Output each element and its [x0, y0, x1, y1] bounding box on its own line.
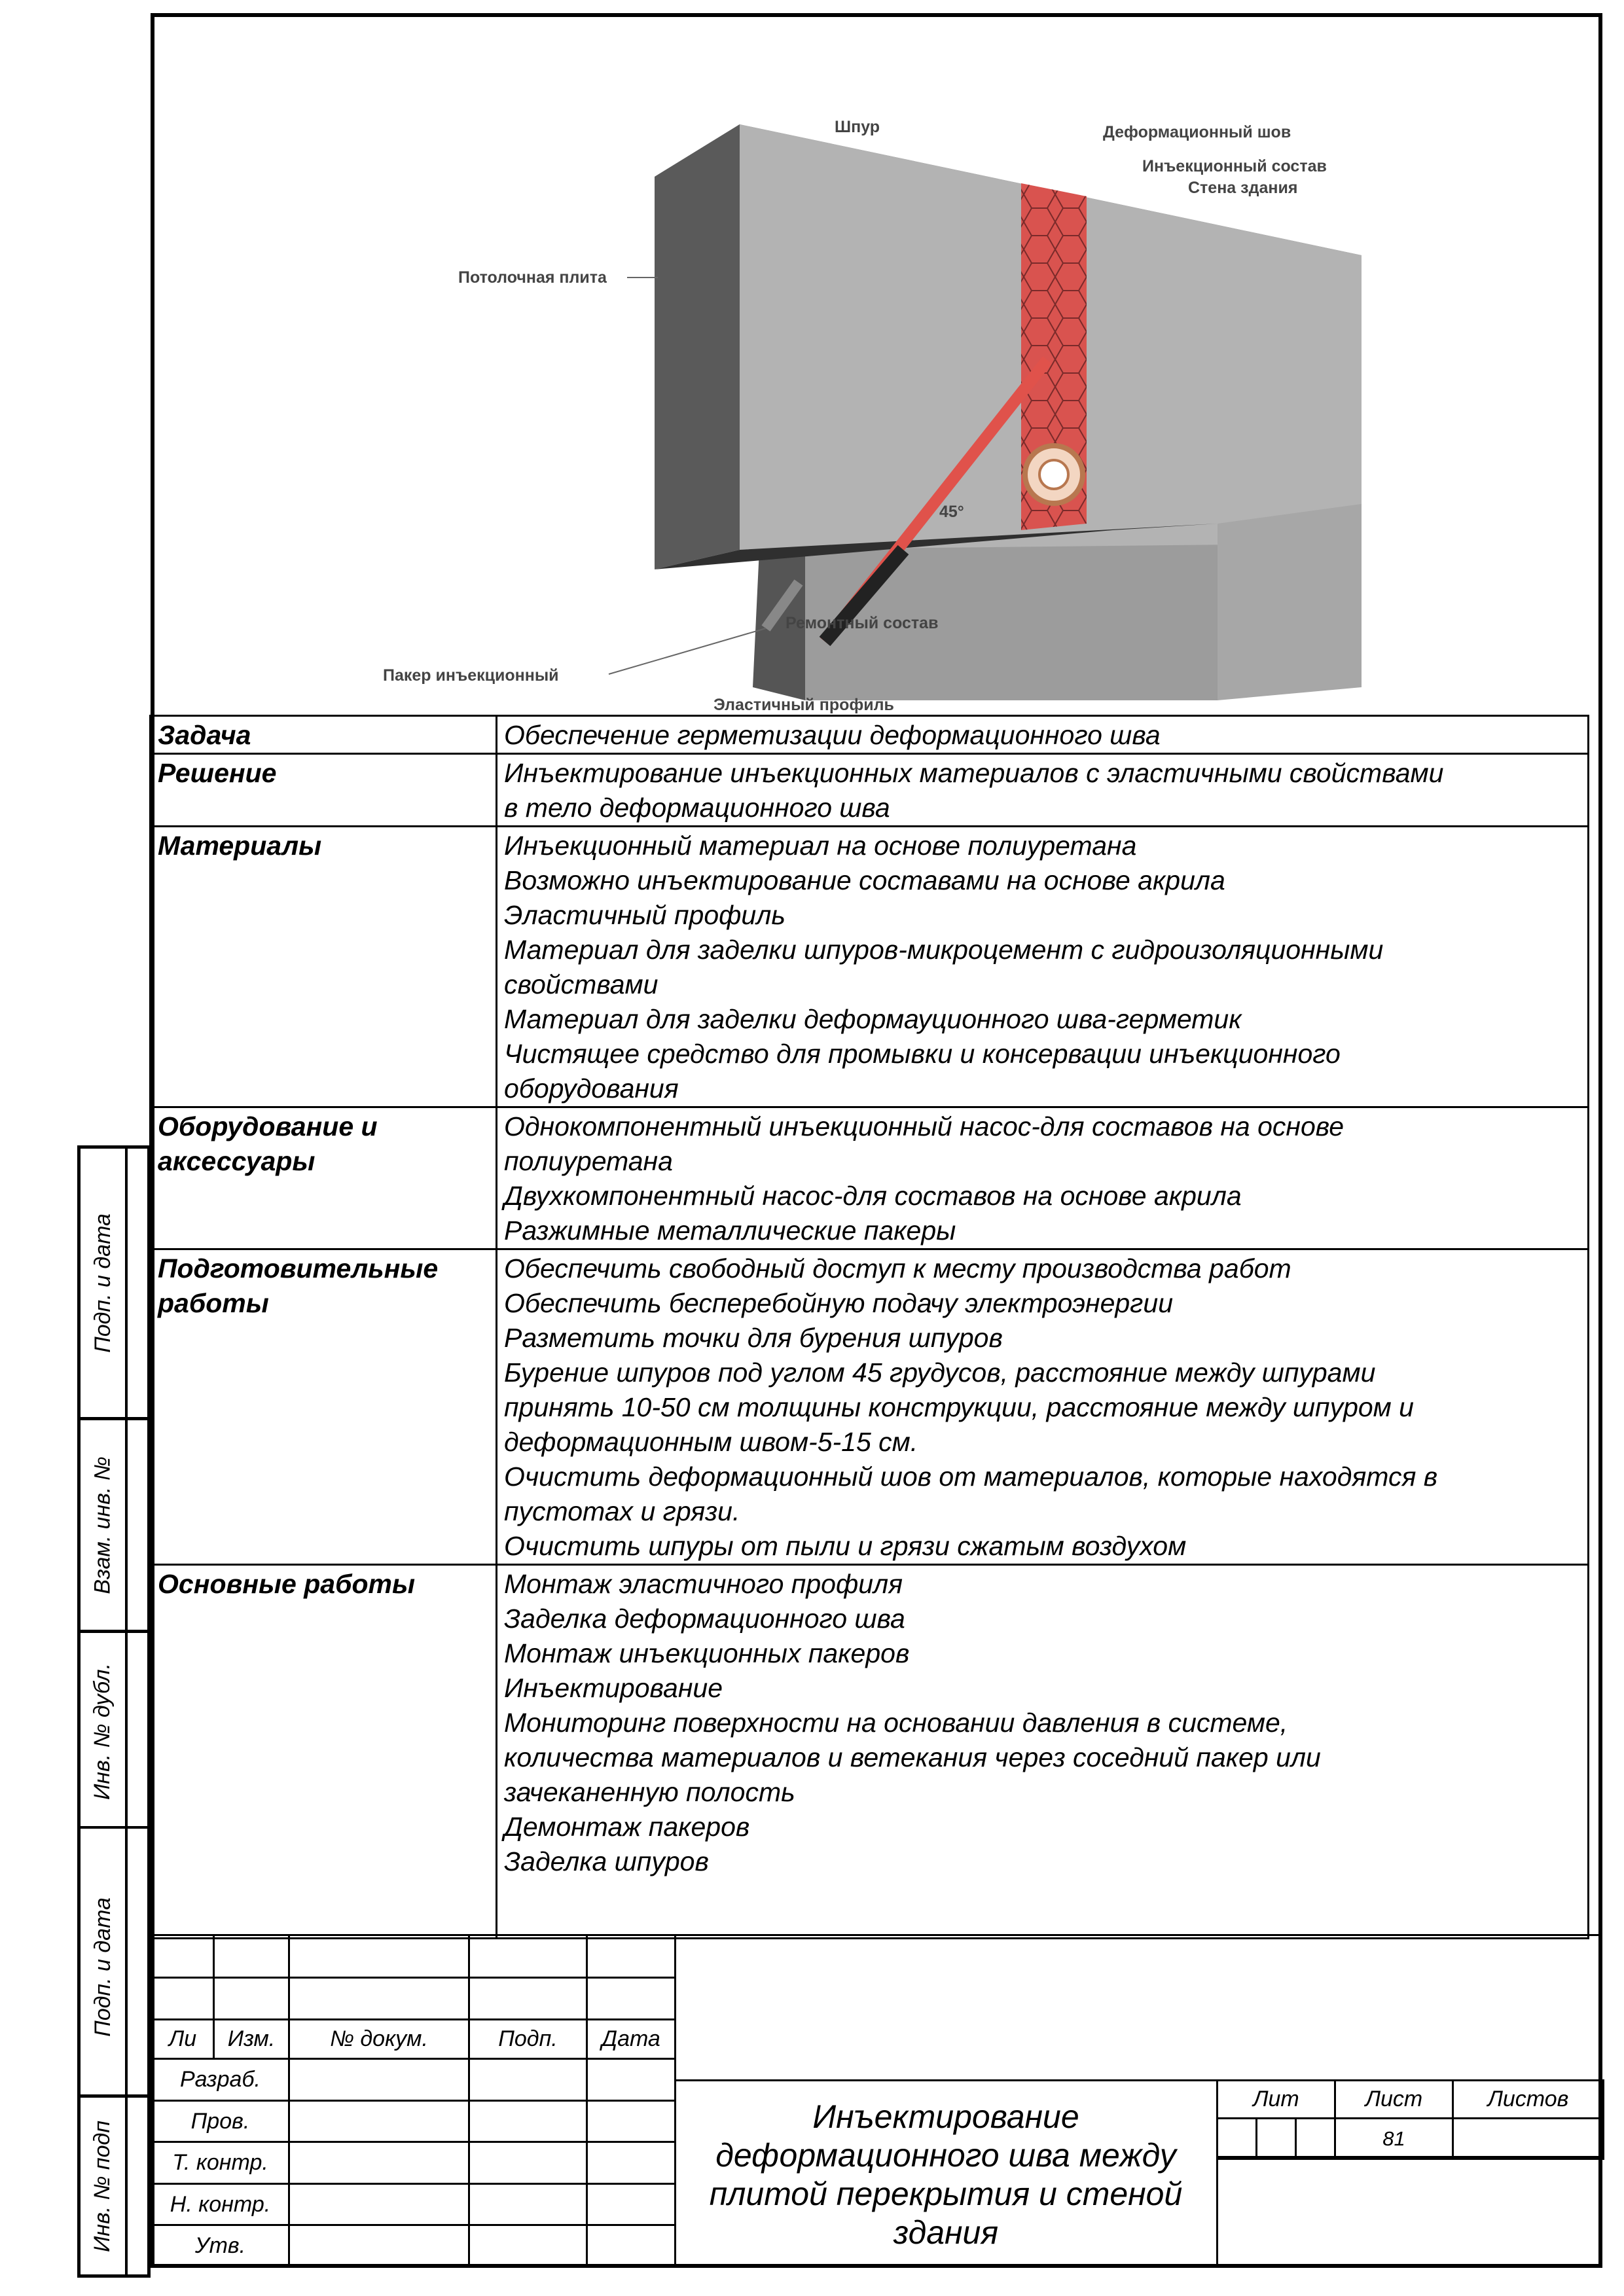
- label-building-wall: Стена здания: [1188, 179, 1298, 197]
- row-value-line: количества материалов и ветекания через соседний пакер или: [504, 1742, 1321, 1772]
- header-podp: Подп.: [469, 2020, 587, 2059]
- task-row: [151, 827, 1589, 1107]
- row-value: [497, 1249, 1589, 1565]
- task-row: [151, 1107, 1589, 1249]
- side-label: Подп. и дата: [90, 1213, 115, 1353]
- row-value-line: Эластичный профиль: [504, 900, 785, 930]
- row-value-line: Двухкомпонентный насос-для составов на основе акрила: [504, 1181, 1242, 1211]
- row-value-line: деформационным швом-5-15 см.: [504, 1427, 918, 1457]
- row-value-line: Заделка деформационного шва: [504, 1604, 905, 1634]
- row-value-line: Материал для заделки деформауционного шва-герметик: [504, 1004, 1242, 1034]
- row-value-line: Однокомпонентный инъекционный насос-для составов на основе: [504, 1111, 1344, 1141]
- side-label: Подп. и дата: [90, 1897, 115, 2037]
- designation-field: [674, 1934, 1602, 2081]
- row-value-line: Инъектирование инъекционных материалов с эластичными свойствами: [504, 758, 1444, 788]
- side-label: Взам. инв. №: [90, 1456, 115, 1594]
- row-value-line: пустотах и грязи.: [504, 1496, 740, 1526]
- row-value-line: оборудования: [504, 1073, 679, 1103]
- slab-side-face: [655, 124, 740, 569]
- row-value: [497, 1107, 1589, 1249]
- side-cell-lower: [77, 1630, 151, 2278]
- lit-header: Лит: [1218, 2081, 1335, 2119]
- row-value-line: Демонтаж пакеров: [504, 1812, 750, 1842]
- side-stamp-strip: [77, 1145, 151, 2271]
- listov-header: Листов: [1453, 2081, 1604, 2119]
- sheet-info-table: [1216, 2079, 1604, 2160]
- row-value-line: Возможно инъектирование составами на основе акрила: [504, 865, 1225, 895]
- angle-label: 45°: [939, 503, 964, 521]
- header-izm: Изм.: [214, 2020, 289, 2059]
- wall-right-face: [1218, 504, 1362, 700]
- row-key: Основные работы: [151, 1565, 497, 1939]
- row-value-line: в тело деформационного шва: [504, 793, 890, 823]
- row-key: Задача: [151, 716, 497, 754]
- row-value: [497, 754, 1589, 827]
- label-shpur: Шпур: [835, 118, 880, 136]
- revision-table: [151, 1934, 676, 2268]
- row-value-line: зачеканенную полость: [504, 1777, 795, 1807]
- row-value-line: Материал для заделки шпуров-микроцемент с гидроизоляционными: [504, 935, 1384, 965]
- row-value-line: полиуретана: [504, 1146, 673, 1176]
- header-li: Ли: [152, 2020, 214, 2059]
- row-value-line: Разжимные металлические пакеры: [504, 1215, 956, 1246]
- row-value: [497, 827, 1589, 1107]
- task-row: [151, 1565, 1589, 1939]
- row-value-line: Инъектирование: [504, 1673, 723, 1703]
- role-razrab: Разраб.: [152, 2059, 289, 2101]
- label-ceiling-slab: Потолочная плита: [458, 268, 607, 287]
- task-row: [151, 716, 1589, 754]
- label-repair-compound: Ремонтный состав: [785, 614, 939, 632]
- row-key: Подготовительные работы: [151, 1249, 497, 1565]
- row-key: Оборудование и аксессуары: [151, 1107, 497, 1249]
- row-value-line: принять 10-50 см толщины конструкции, расстояние между шпуром и: [504, 1392, 1414, 1422]
- side-label: Инв. № подп: [90, 2120, 115, 2252]
- label-injection-compound: Инъекционный состав: [1142, 157, 1327, 175]
- row-value-line: Очистить деформационный шов от материалов, которые находятся в: [504, 1462, 1438, 1492]
- row-value-line: свойствами: [504, 969, 659, 999]
- row-value-line: Обеспечить бесперебойную подачу электроэнергии: [504, 1288, 1173, 1318]
- label-packer: Пакер инъекционный: [383, 666, 559, 685]
- row-value-line: Бурение шпуров под углом 45 грудусов, расстояние между шпурами: [504, 1357, 1376, 1388]
- side-cell-vzam-inv: [77, 1417, 151, 1633]
- row-key: Решение: [151, 754, 497, 827]
- header-doc: № докум.: [289, 2020, 469, 2059]
- sheet-number: 81: [1335, 2119, 1453, 2159]
- row-value-line: Разметить точки для бурения шпуров: [504, 1323, 1003, 1353]
- side-cell-podp-data-1: [77, 1145, 151, 1420]
- row-value-line: Чистящее средство для промывки и консервации инъекционного: [504, 1039, 1341, 1069]
- row-value: [497, 716, 1589, 754]
- document-title: Инъектирование деформационного шва между плитой перекрытия и стеной здания: [709, 2098, 1183, 2251]
- seam-injection-illustration: [383, 98, 1440, 720]
- row-value-line: Обеспечение герметизации деформационного шва: [504, 720, 1161, 750]
- row-value-line: Заделка шпуров: [504, 1846, 709, 1876]
- role-n-kontr: Н. контр.: [152, 2183, 289, 2225]
- task-row: [151, 1249, 1589, 1565]
- title-block: [151, 1934, 1602, 2268]
- row-value-line: Мониторинг поверхности на основании давления в системе,: [504, 1708, 1288, 1738]
- organization-field: [1216, 2156, 1602, 2268]
- task-table: [149, 715, 1589, 1939]
- role-prov: Пров.: [152, 2100, 289, 2142]
- row-value-line: Монтаж эластичного профиля: [504, 1569, 903, 1599]
- row-key: Материалы: [151, 827, 497, 1107]
- label-deform-seam: Деформационный шов: [1103, 123, 1291, 141]
- list-header: Лист: [1335, 2081, 1453, 2119]
- header-data: Дата: [587, 2020, 676, 2059]
- task-row: [151, 754, 1589, 827]
- row-value-line: Монтаж инъекционных пакеров: [504, 1638, 910, 1668]
- label-elastic-profile: Эластичный профиль: [713, 696, 894, 714]
- row-value: [497, 1565, 1589, 1939]
- role-utv: Утв.: [152, 2225, 289, 2267]
- role-t-kontr: Т. контр.: [152, 2142, 289, 2184]
- side-label: Инв. № дубл.: [90, 1662, 115, 1800]
- row-value-line: Обеспечить свободный доступ к месту производства работ: [504, 1253, 1291, 1283]
- row-value-line: Инъекционный материал на основе полиуретана: [504, 831, 1137, 861]
- row-value-line: Очистить шпуры от пыли и грязи сжатым воздухом: [504, 1531, 1187, 1561]
